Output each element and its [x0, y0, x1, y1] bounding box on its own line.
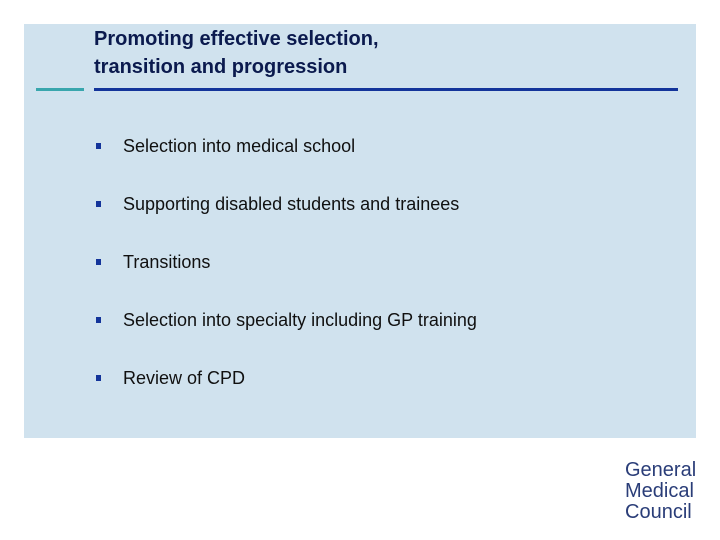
bullet-square-icon [96, 375, 101, 381]
bullet-text: Review of CPD [123, 367, 246, 388]
bullet-square-icon [96, 317, 101, 323]
bullet-square-icon [96, 201, 101, 207]
bullet-item [96, 366, 676, 390]
title-rule-accent [36, 88, 84, 91]
slide-title [94, 25, 654, 81]
bullet-text: Selection into medical school [123, 135, 356, 156]
logo-line-1: General [625, 459, 697, 481]
bullet-square-icon [96, 259, 101, 265]
bullet-square-icon [96, 143, 101, 149]
bullet-text: Selection into specialty including GP training [123, 309, 477, 330]
bullet-item [96, 308, 676, 332]
bullet-item [96, 134, 676, 158]
gmc-logo [625, 460, 696, 523]
bullet-text: Transitions [123, 251, 211, 272]
slide-title-line-1: Promoting effective selection, [94, 28, 379, 50]
title-rule [94, 88, 678, 91]
logo-line-3: Council [625, 501, 692, 523]
bullet-list [96, 134, 676, 424]
bullet-item [96, 250, 676, 274]
slide-title-line-2: transition and progression [94, 56, 348, 78]
bullet-text: Supporting disabled students and trainees [123, 193, 460, 214]
bullet-item [96, 192, 676, 216]
logo-line-2: Medical [625, 480, 694, 502]
